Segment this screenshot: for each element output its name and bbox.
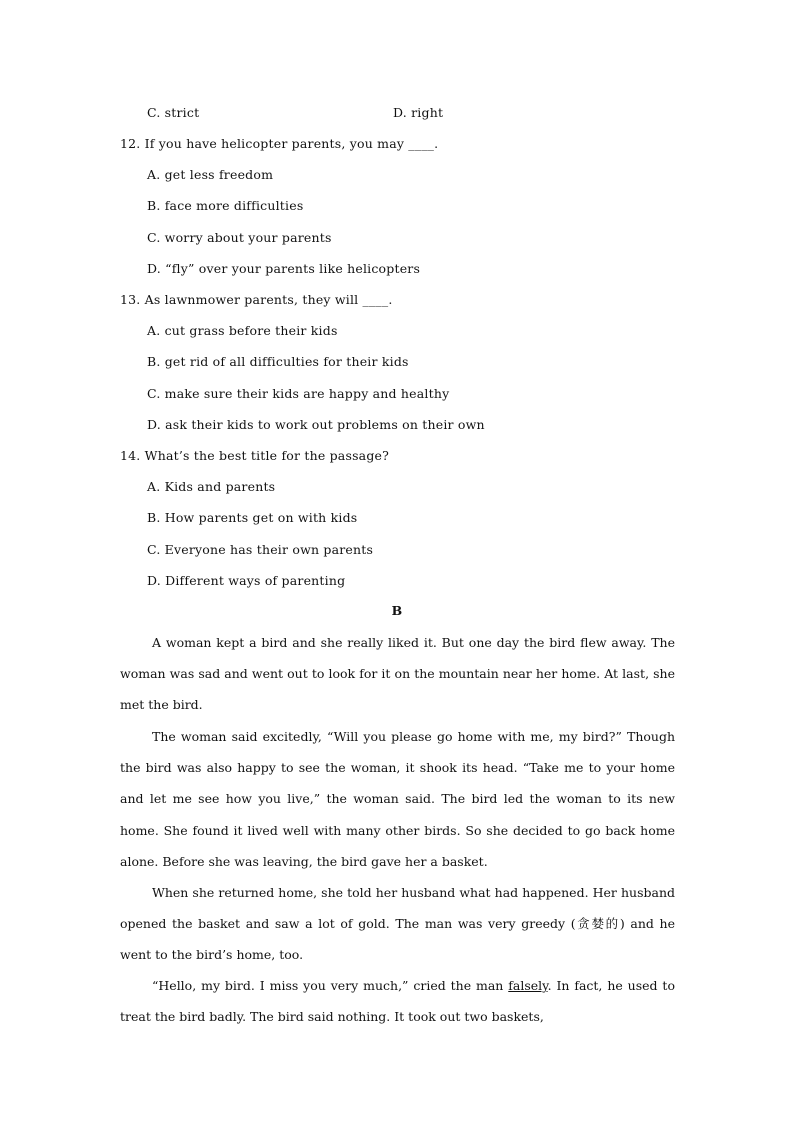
q14-option-c: C. Everyone has their own parents — [147, 542, 374, 557]
underlined-word-falsely: falsely — [508, 978, 548, 993]
q12-option-b: B. face more difficulties — [147, 198, 304, 213]
q14-option-a: A. Kids and parents — [147, 479, 276, 494]
q13-stem: 13. As lawnmower parents, they will ____. — [120, 292, 393, 307]
q12-stem: 12. If you have helicopter parents, you may ____. — [120, 136, 439, 151]
passage-paragraph-1: A woman kept a bird and she really liked it. But one day the bird flew away. The woman was sad and went out to look for it on the mountain near her home. At last, she met the bird. — [120, 635, 675, 713]
q13-option-a: A. cut grass before their kids — [147, 323, 338, 338]
q12-option-a: A. get less freedom — [147, 167, 274, 182]
paragraph-4-text-end: . In fact, he used to treat the bird badly. The bird said nothing. It took out two baskets, — [120, 978, 675, 1025]
q13-option-d: D. ask their kids to work out problems on their own — [147, 417, 485, 432]
q12-option-c: C. worry about your parents — [147, 230, 332, 245]
q11-option-c: C. strict — [147, 105, 200, 120]
section-b-heading: B — [391, 603, 403, 618]
passage-paragraph-3: When she returned home, she told her husband what had happened. Her husband opened the basket and saw a lot of gold. The man was very greedy (贪婪的) and he went to the bird’s home, too. — [120, 885, 675, 963]
passage-paragraph-4 — [120, 970, 675, 1032]
q12-option-d: D. “fly” over your parents like helicopters — [147, 261, 421, 276]
q14-stem: 14. What’s the best title for the passage? — [120, 448, 390, 463]
q13-option-c: C. make sure their kids are happy and healthy — [147, 386, 450, 401]
q13-option-b: B. get rid of all difficulties for their kids — [147, 354, 409, 369]
passage-paragraph-2: The woman said excitedly, “Will you please go home with me, my bird?” Though the bird was also happy to see the woman, it shook its head. “Take me to your home and let me see how you live,” the woman said. The bird led the woman to its new home. She found it lived well with many other birds. So she decided to go back home alone. Before she was leaving, the bird gave her a basket. — [120, 729, 675, 869]
q11-option-d: D. right — [393, 105, 444, 120]
q14-option-b: B. How parents get on with kids — [147, 510, 358, 525]
q14-option-d: D. Different ways of parenting — [147, 573, 346, 588]
paragraph-4-text-start: “Hello, my bird. I miss you very much,” cried the man — [152, 978, 509, 993]
